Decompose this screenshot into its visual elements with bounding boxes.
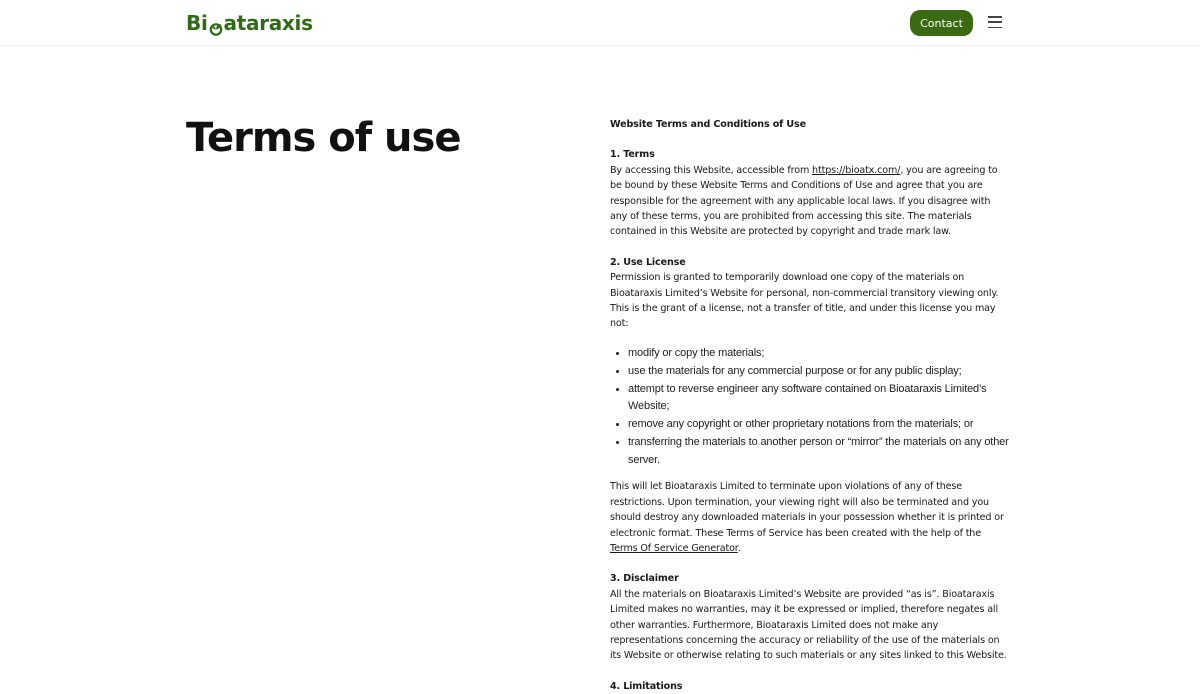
section-disclaimer [610,571,1010,663]
contact-button[interactable] [910,10,973,36]
section-terms [610,147,1010,239]
menu-line [988,21,1002,23]
menu-line [988,27,1002,29]
list-item: • transferring the materials to another person or “mirror” the materials on any other server. [628,434,1010,469]
body-text: . [737,543,741,554]
document-title: Website Terms and Conditions of Use [610,119,806,130]
section-body [610,479,1010,556]
website-link[interactable]: https://bioatx.com/ [812,164,901,176]
leaf-globe-icon [209,17,223,31]
section-limitations [610,679,1010,694]
tos-generator-link[interactable]: Terms Of Service Generator [610,543,738,554]
brand-logo[interactable] [186,10,313,36]
hamburger-icon[interactable] [988,16,1002,28]
logo-text-suffix: ataraxis [223,11,313,35]
section-heading: 2. Use License [610,256,686,268]
logo-text-prefix: Bi [186,11,208,35]
section-heading: 4. Limitations [610,680,683,692]
list-item: • remove any copyright or other proprietary notations from the materials; or [628,416,1010,434]
body-text: , you are agreeing to be bound by these Website Terms and Conditions of Use and agree that you are responsible for the agreement with any applicable local laws. If you disagree with any of these terms, you are prohibited from accessing this site. The materials contained in this Website are protected by copyright and trade mark law. [610,164,998,238]
page-title: Terms of use [186,115,461,161]
body-text: This will let Bioataraxis Limited to terminate upon violations of any of these restrictions. Upon termination, your viewing right will also be terminated and you should destroy any downloaded materials in your possession whether it is printed or electronic format. These Terms of Service has been created with the help of the [610,481,1004,539]
list-item: • use the materials for any commercial purpose or for any public display; [628,363,1010,381]
restrictions-list [628,345,1010,470]
terms-document [610,117,1010,694]
site-header [0,0,1200,46]
list-item: • attempt to reverse engineer any software contained on Bioataraxis Limited’s Website; [628,381,1010,416]
section-body [610,163,1010,240]
section-heading: 1. Terms [610,149,655,161]
list-item: • modify or copy the materials; [628,345,1010,363]
section-heading: 3. Disclaimer [610,573,679,585]
section-body: Permission is granted to temporarily download one copy of the materials on Bioataraxis Limited’s Website for personal, non-commercial transitory viewing only. This is the grant of a license, not a transfer of title, and under this license you may not: [610,272,999,330]
section-body: All the materials on Bioataraxis Limited’s Website are provided “as is”. Bioataraxis Limited makes no warranties, may it be expressed or implied, therefore negates all other warranties. Furthermore, Bioataraxis Limited does not make any representations concerning the accuracy or reliability of the use of the materials on its Website or otherwise relating to such materials or any sites linked to this Website. [610,588,1007,662]
menu-line [988,16,1002,18]
section-use-license [610,255,1010,557]
contact-button-label: Contact [920,16,963,30]
body-text: By accessing this Website, accessible from [610,164,813,176]
